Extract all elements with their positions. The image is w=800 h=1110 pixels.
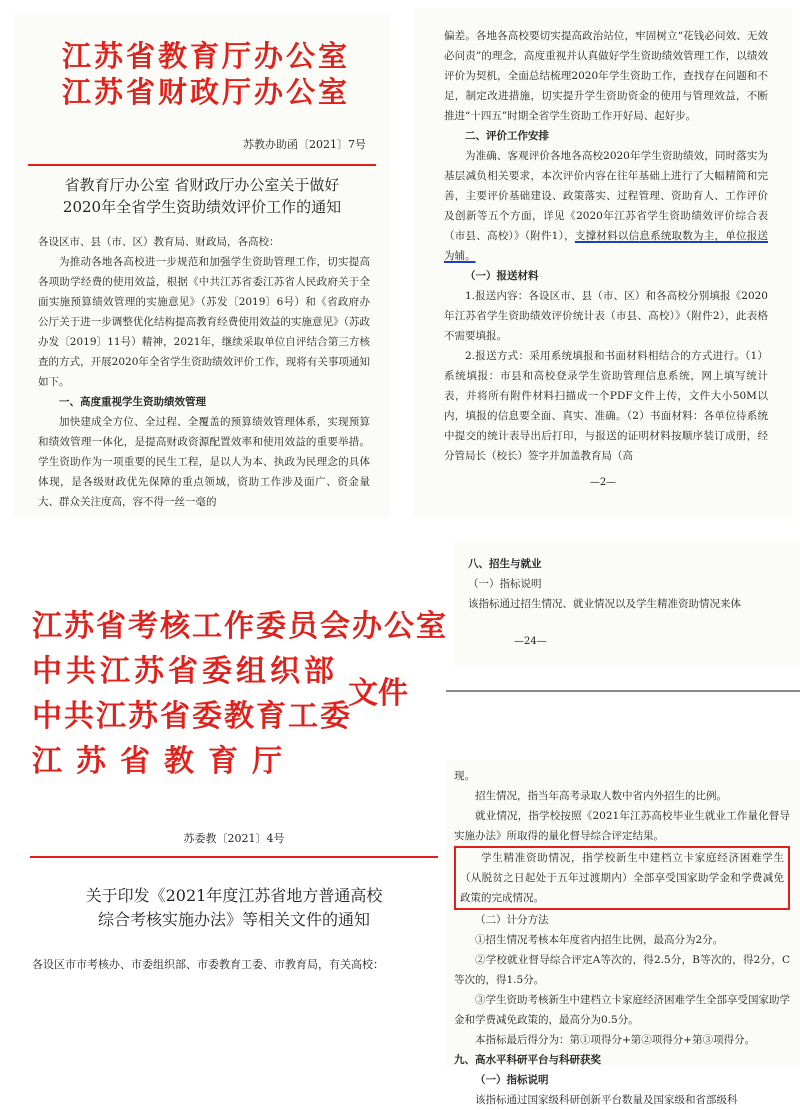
section-heading: 一、高度重视学生资助绩效管理 <box>59 396 206 408</box>
file-label: 文件 <box>348 676 408 711</box>
document-body <box>468 554 788 614</box>
section-heading: 九、高水平科研平台与科研获奖 <box>454 1054 601 1066</box>
page-divider <box>446 690 800 692</box>
header-line: 江苏省考核工作委员会办公室 <box>32 609 448 644</box>
section-heading: 八、招生与就业 <box>468 558 542 570</box>
red-divider <box>30 856 438 858</box>
document-body <box>454 766 790 1110</box>
body-paragraph: 2.报送方式：采用系统填报和书面材料相结合的方式进行。（1）系统填报：市县和高校登录学生资助管理信息系统，网上填写统计表，并将所有附件材料扫描成一个PDF文件上传，文件大小50M以内，填报的信息要全面、真实、准确。（2）书面材料：各单位待系统中提交的统计表导出后打印，与报送的证明材料按顺序装订成册，经分管局长（校长）签字并加盖教育局（高 <box>444 350 768 462</box>
title-line: 2020年全省学生资助绩效评价工作的通知 <box>62 198 342 216</box>
boxed-paragraph: 学生精准资助情况，指学校新生中建档立卡家庭经济困难学生（从脱贫之日起处于五年过渡期内）全部享受国家助学金和学费减免政策的完成情况。 <box>454 846 790 910</box>
doc-number: 苏教办助函〔2021〕7号 <box>243 138 366 151</box>
header-line: 江苏省教育厅 <box>32 744 296 779</box>
document-title <box>24 884 444 932</box>
body-paragraph <box>444 146 768 266</box>
body-paragraph: 现。 <box>454 770 475 782</box>
document-notice-2020-aid-evaluation <box>14 14 390 518</box>
body-paragraph: 加快建成全方位、全过程、全覆盖的预算绩效管理体系，实现预算和绩效管理一体化，是提高财政资源配置效率和使用效益的重要举措。学生资助作为一项重要的民生工程，是以人为本、执政为民理念的具体体现，是各级财政优先保障的重点领域，资助工作涉及面广、资金量大、群众关注度高，容不得一丝一毫的 <box>38 416 370 508</box>
body-paragraph: 偏差。各地各高校要切实提高政治站位，牢固树立“花钱必问效、无效必问责”的理念，高度重视并认真做好学生资助绩效管理工作，以绩效评价为契机，全面总结梳理2020年学生资助工作，查找存在问题和不足，制定改进措施，切实提升学生资助资金的使用与管理效益，不断推进“十四五”时期全省学生资助工作开好局、起好步。 <box>444 30 768 122</box>
underlined-highlight: 支撑材料以信 <box>574 230 640 242</box>
page-number: —2— <box>589 477 617 488</box>
document-body <box>32 954 436 976</box>
document-page-24 <box>454 540 800 666</box>
title-line: 综合考核实施办法》等相关文件的通知 <box>97 910 370 929</box>
body-paragraph: 招生情况，指当年高考录取人数中省内外招生的比例。 <box>475 790 727 802</box>
page-number: —24— <box>514 636 547 647</box>
title-line: 关于印发《2021年度江苏省地方普通高校 <box>85 886 383 905</box>
red-divider <box>28 164 376 166</box>
sub-heading: （一）指标说明 <box>468 578 542 590</box>
score-total: 本指标最后得分为：第①项得分+第②项得分+第③项得分。 <box>475 1034 756 1046</box>
title-line: 省教育厅办公室 省财政厅办公室关于做好 <box>64 176 340 194</box>
document-scoring-section <box>446 760 800 1106</box>
body-paragraph: 1.报送内容：各设区市、县（市、区）和各高校分别填报《2020年江苏省学生资助绩效评价统计表（市县、高校）》（附件2），此表格不需要填报。 <box>444 290 768 342</box>
score-item: ②学校就业督导综合评定A等次的，得2.5分，B等次的，得2分，C等次的，得1.5分。 <box>454 954 790 986</box>
body-paragraph: 该指标通过招生情况、就业情况以及学生精准资助情况来体 <box>468 598 741 610</box>
sub-heading: （一）报送材料 <box>465 270 539 282</box>
paragraph-text: 为准确、客观评价各地各高校2020年学生资助绩效，同时落实为基层减负相关要求，本次评价内容在往年基础上进行了大幅精简和完善，主要评价基础建设、政策落实、过程管理、资助育人、工作评价及创新等五个方面，详见《2020年江苏省学生资助绩效评价综合表（市县、高校）》（附件1）， <box>444 150 768 242</box>
document-body <box>444 26 768 466</box>
body-paragraph: 就业情况，指学校按照《2021年江苏高校毕业生就业工作量化督导实施办法》所取得的量化督导综合评定结果。 <box>454 810 790 842</box>
document-title <box>34 174 370 218</box>
doc-number: 苏委教〔2021〕4号 <box>183 832 285 845</box>
score-item: ①招生情况考核本年度省内招生比例，最高分为2分。 <box>475 934 724 946</box>
header-line: 中共江苏省委教育工委 <box>32 699 352 734</box>
sub-heading: （二）计分方法 <box>475 914 549 926</box>
header-line: 中共江苏省委组织部 <box>32 654 338 689</box>
body-paragraph: 该指标通过国家级科研创新平台数量及国家级和省部级科 <box>475 1094 738 1106</box>
document-page-2 <box>414 8 792 518</box>
recipients: 各设区市、县（市、区）教育局、财政局，各高校： <box>38 236 280 248</box>
intro-paragraph: 为推动各地各高校进一步规范和加强学生资助管理工作，切实提高各项助学经费的使用效益，根据《中共江苏省委江苏省人民政府关于全面实施预算绩效管理的实施意见》（苏发〔2019〕6号）和《省政府办公厅关于进一步调整优化结构提高教育经费使用效益的实施意见》（苏政办发〔2019〕11号）精神，2021年，继续采取单位自评结合第三方核查的方式，开展2020年全省学生资助绩效评价工作，现将有关事项通知如下。 <box>38 256 370 388</box>
score-item: ③学生资助考核新生中建档立卡家庭经济困难学生全部享受国家助学金和学费减免政策的，最高分为0.5分。 <box>454 994 790 1026</box>
header-line: 江苏省财政厅办公室 <box>62 75 351 109</box>
document-body <box>38 232 370 512</box>
recipients: 各设区市市考核办、市委组织部、市委教育工委、市教育局，有关高校： <box>32 958 384 971</box>
section-heading: 二、评价工作安排 <box>465 130 549 142</box>
red-header <box>62 38 350 110</box>
header-line: 江苏省教育厅办公室 <box>62 39 351 73</box>
document-assessment-notice <box>14 604 454 1066</box>
underlined-highlight: 息系统取数为主，单位报送为辅。 <box>444 230 769 262</box>
sub-heading: （一）指标说明 <box>475 1074 549 1086</box>
